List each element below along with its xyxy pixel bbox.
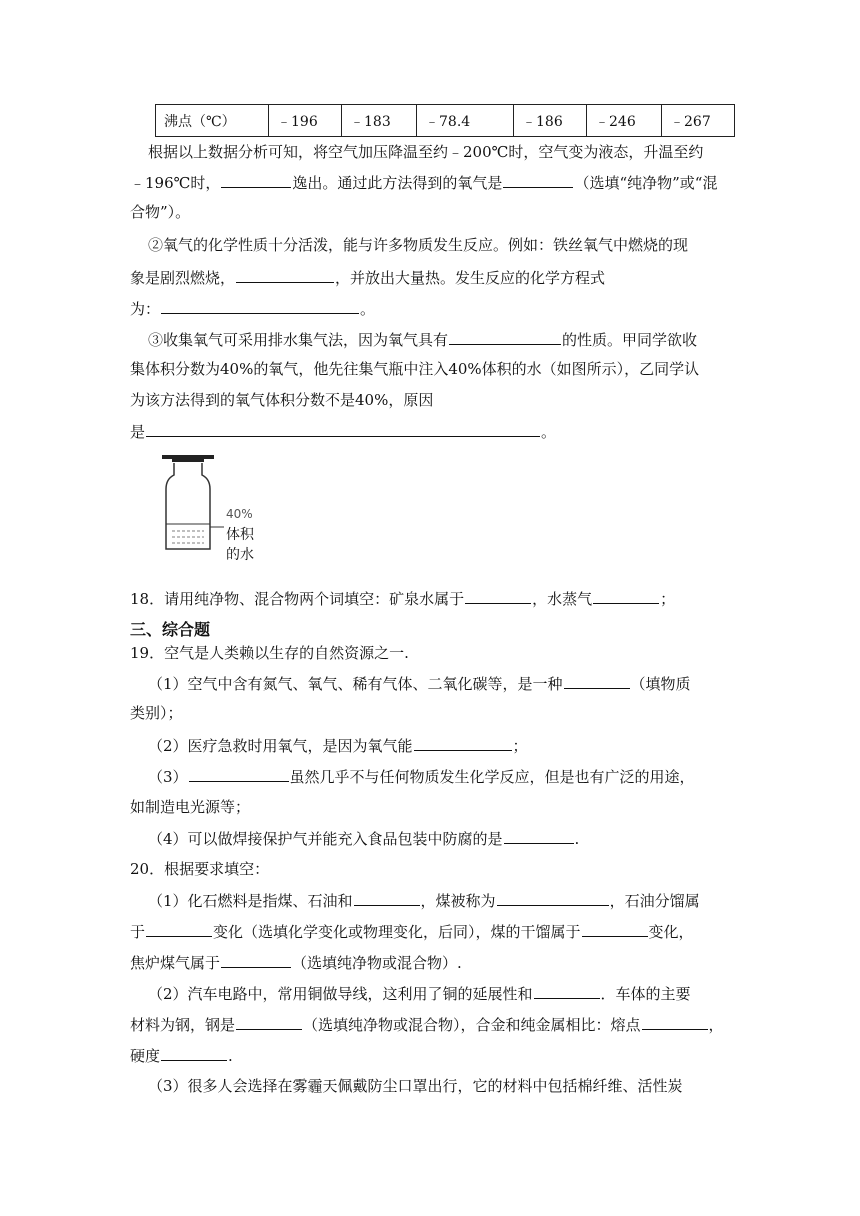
text: 象是剧烈燃烧， — [130, 269, 236, 287]
table-cell: ﹣246 — [587, 105, 662, 137]
answer-blank[interactable] — [414, 734, 512, 751]
table-cell: ﹣196 — [269, 105, 342, 137]
text: 。 — [541, 423, 557, 441]
text: 硬度 — [130, 1047, 161, 1065]
q17-line — [148, 328, 697, 351]
text: （选填纯净物或混合物），合金和纯金属相比：熔点 — [303, 1016, 641, 1034]
answer-blank[interactable] — [146, 420, 540, 437]
q20-line — [148, 889, 700, 912]
table-cell: ﹣183 — [342, 105, 417, 137]
q17-line — [130, 297, 375, 320]
text: 变化， — [648, 923, 694, 941]
q18-line — [130, 587, 675, 610]
q17-text: 合物”）。 — [130, 203, 191, 221]
q20-line — [130, 920, 694, 943]
answer-blank[interactable] — [503, 171, 573, 188]
answer-blank[interactable] — [354, 889, 420, 906]
text: （选填纯净物或混合物）. — [292, 954, 462, 972]
q19-line — [148, 765, 695, 788]
answer-blank[interactable] — [642, 1013, 708, 1030]
answer-blank[interactable] — [593, 587, 659, 604]
answer-blank[interactable] — [534, 982, 600, 999]
text: ．车体的主要 — [600, 985, 691, 1003]
text: . — [228, 1047, 233, 1065]
answer-blank[interactable] — [221, 171, 291, 188]
answer-blank[interactable] — [449, 328, 561, 345]
text: （4）可以做焊接保护气并能充入食品包装中防腐的是 — [148, 830, 503, 848]
text: 焦炉煤气属于 — [130, 954, 221, 972]
answer-blank[interactable] — [497, 889, 609, 906]
answer-blank[interactable] — [582, 920, 648, 937]
text: （填物质 — [630, 675, 691, 693]
table-cell: ﹣78.4 — [417, 105, 514, 137]
q19-line — [148, 734, 528, 757]
q20-line — [130, 951, 462, 974]
table-row-label: 沸点（℃） — [156, 105, 269, 137]
figure-label: 体积 — [226, 527, 254, 543]
answer-blank[interactable] — [221, 951, 291, 968]
text: . — [574, 830, 580, 848]
text: ； — [660, 590, 676, 608]
figure-percent: 40% — [226, 507, 253, 521]
q19-text: 如制造电光源等； — [130, 798, 251, 816]
q20-line — [130, 1044, 233, 1067]
text: 是 — [130, 423, 146, 441]
answer-blank[interactable] — [161, 1044, 227, 1061]
q17-text: ②氧气的化学性质十分活泼，能与许多物质发生反应。例如：铁丝氧气中燃烧的现 — [148, 236, 689, 254]
text: （1）空气中含有氮气、氧气、稀有气体、二氧化碳等，是一种 — [148, 675, 563, 693]
text: 18．请用纯净物、混合物两个词填空：矿泉水属于 — [130, 590, 465, 608]
answer-blank[interactable] — [504, 827, 574, 844]
figure-label: 的水 — [226, 547, 254, 563]
answer-blank[interactable] — [146, 920, 212, 937]
text: （2）汽车电路中，常用铜做导线，这利用了铜的延展性和 — [148, 985, 533, 1003]
q17-line — [130, 266, 605, 289]
boiling-point-table — [155, 104, 735, 137]
text: ，并放出大量热。发生反应的化学方程式 — [335, 269, 606, 287]
q17-line — [130, 420, 556, 443]
q17-line — [130, 171, 717, 194]
q19-text: 类别）； — [130, 704, 183, 722]
q19-line — [148, 672, 691, 695]
section-heading: 三、综合题 — [130, 620, 211, 639]
text: ； — [512, 737, 528, 755]
q19-line — [148, 827, 579, 850]
q17-text: 为该方法得到的氧气体积分数不是40%，原因 — [130, 391, 434, 409]
q19-stem: 19．空气是人类赖以生存的自然资源之一. — [130, 644, 409, 662]
text: （3） — [148, 768, 188, 786]
text: 。 — [360, 300, 376, 318]
q20-stem: 20．根据要求填空： — [130, 860, 270, 878]
text: ， — [708, 1016, 724, 1034]
text: 变化（选填化学变化或物理变化，后同），煤的干馏属于 — [213, 923, 581, 941]
table-row — [156, 105, 735, 137]
q17-text: 根据以上数据分析可知，将空气加压降温至约﹣200℃时，空气变为液态，升温至约 — [148, 143, 704, 161]
text: 的性质。甲同学欲收 — [562, 331, 698, 349]
text: （选填“纯净物”或“混 — [574, 174, 718, 192]
answer-blank[interactable] — [564, 672, 630, 689]
q20-line — [130, 1013, 724, 1036]
gas-bottle-figure — [160, 455, 270, 570]
answer-blank[interactable] — [236, 266, 334, 283]
table-cell: ﹣267 — [662, 105, 735, 137]
text: 虽然几乎不与任何物质发生化学反应，但是也有广泛的用途， — [289, 768, 695, 786]
text: ，水蒸气 — [532, 590, 593, 608]
q20-line — [148, 982, 691, 1005]
text: ，石油分馏属 — [609, 892, 700, 910]
answer-blank[interactable] — [189, 765, 289, 782]
q20-text: （3）很多人会选择在雾霾天佩戴防尘口罩出行，它的材料中包括棉纤维、活性炭 — [148, 1077, 683, 1095]
answer-blank[interactable] — [161, 297, 359, 314]
text: ﹣196℃时， — [130, 174, 221, 192]
answer-blank[interactable] — [236, 1013, 302, 1030]
text: （1）化石燃料是指煤、石油和 — [148, 892, 353, 910]
text: 为： — [130, 300, 161, 318]
text: 材料为钢，钢是 — [130, 1016, 236, 1034]
text: 逸出。通过此方法得到的氧气是 — [292, 174, 503, 192]
answer-blank[interactable] — [465, 587, 531, 604]
text: ，煤被称为 — [420, 892, 496, 910]
text: 于 — [130, 923, 146, 941]
text: （2）医疗急救时用氧气，是因为氧气能 — [148, 737, 413, 755]
table-cell: ﹣186 — [514, 105, 587, 137]
q17-text: 集体积分数为40%的氧气，他先往集气瓶中注入40%体积的水（如图所示），乙同学认 — [130, 360, 700, 378]
text: ③收集氧气可采用排水集气法，因为氧气具有 — [148, 331, 449, 349]
